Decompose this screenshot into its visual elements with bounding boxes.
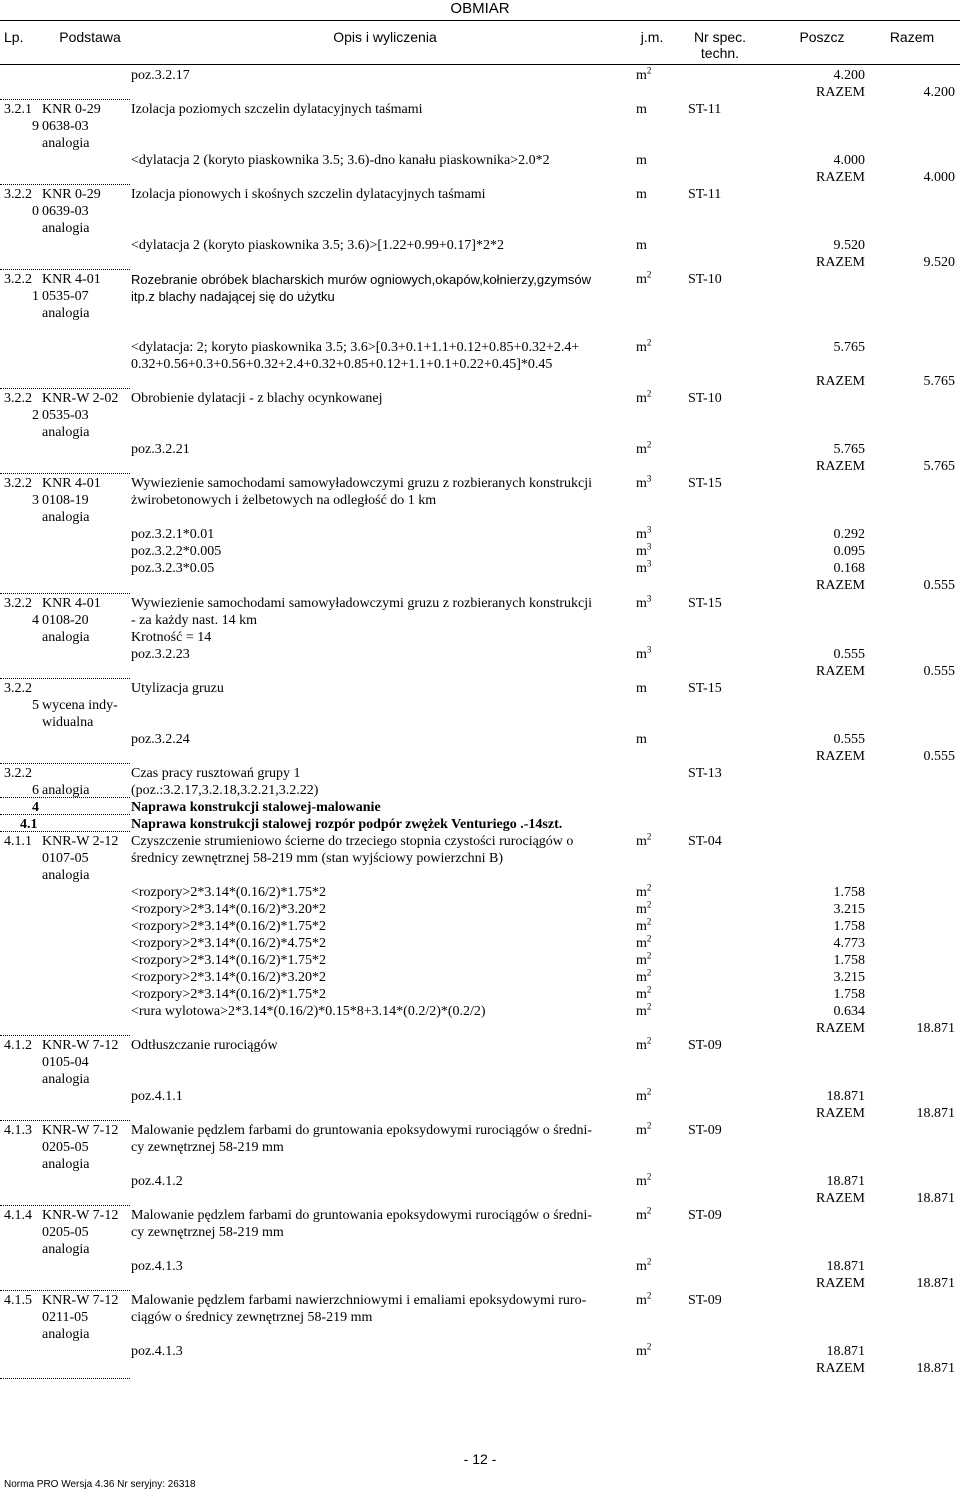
row-razem-label: RAZEM: [816, 749, 865, 764]
unit-base: m: [636, 340, 647, 355]
unit-exponent: 2: [646, 950, 652, 961]
unit-base: m: [636, 953, 647, 968]
row-unit: [636, 237, 647, 254]
row-spec: ST-13: [688, 766, 722, 781]
row-lp: 4.1: [20, 817, 38, 832]
row-razem-value: 4.000: [923, 170, 955, 185]
unit-base: m: [636, 1259, 647, 1274]
row-description: <rozpory>2*3.14*(0.16/2)*1.75*2: [131, 987, 327, 1002]
unit-base: m: [636, 272, 647, 287]
row-podstawa: KNR 0-29: [42, 102, 101, 117]
unit-base: m: [636, 544, 647, 559]
row-podstawa: KNR 4-01: [42, 596, 101, 611]
unit-base: m: [636, 732, 647, 747]
row-podstawa: analogia: [42, 1157, 90, 1172]
unit-base: m: [636, 561, 647, 576]
row-poszcz-value: 18.871: [826, 1259, 865, 1274]
row-podstawa: wycena indy-: [42, 698, 118, 713]
row-poszcz-value: 9.520: [833, 238, 865, 253]
row-separator: [0, 593, 130, 594]
row-lp: 1: [32, 289, 39, 304]
row-podstawa: analogia: [42, 1327, 90, 1342]
unit-exponent: 2: [646, 65, 652, 76]
unit-exponent: 2: [646, 1256, 652, 1267]
row-razem-value: 0.555: [923, 578, 955, 593]
row-description: <rozpory>2*3.14*(0.16/2)*4.75*2: [131, 936, 327, 951]
row-description: poz.4.1.1: [131, 1089, 183, 1104]
row-unit: [636, 271, 651, 288]
row-podstawa: analogia: [42, 510, 90, 525]
row-spec: ST-04: [688, 834, 722, 849]
row-unit: [636, 339, 651, 356]
unit-exponent: 3: [646, 558, 652, 569]
row-razem-value: 18.871: [916, 1106, 955, 1121]
row-lp: 4.1.4: [4, 1208, 32, 1223]
row-poszcz-value: 1.758: [833, 953, 865, 968]
row-lp: 0: [32, 204, 39, 219]
row-description: poz.3.2.17: [131, 68, 190, 83]
unit-exponent: 2: [646, 967, 652, 978]
row-unit: [636, 67, 651, 84]
unit-base: m: [636, 153, 647, 168]
row-razem-value: 9.520: [923, 255, 955, 270]
row-separator: [0, 1378, 130, 1379]
row-lp: 3.2.2: [4, 187, 32, 202]
row-podstawa: 0638-03: [42, 119, 89, 134]
header-razem: Razem: [889, 29, 935, 45]
row-poszcz-value: 3.215: [833, 902, 865, 917]
row-poszcz-value: 1.758: [833, 919, 865, 934]
row-unit: [636, 560, 651, 577]
row-description: poz.3.2.24: [131, 732, 190, 747]
row-description: poz.3.2.1*0.01: [131, 527, 215, 542]
row-separator: [0, 831, 130, 832]
row-description: poz.4.1.3: [131, 1259, 183, 1274]
row-podstawa: 0107-05: [42, 851, 89, 866]
row-razem-label: RAZEM: [816, 459, 865, 474]
unit-exponent: 2: [646, 1086, 652, 1097]
row-description: Malowanie pędzlem farbami nawierzchniowymi i emaliami epoksydowymi ruro-: [131, 1293, 587, 1308]
row-lp: 4.1.5: [4, 1293, 32, 1308]
unit-exponent: 3: [646, 473, 652, 484]
row-podstawa: analogia: [42, 1242, 90, 1257]
row-description: <rozpory>2*3.14*(0.16/2)*1.75*2: [131, 885, 327, 900]
row-unit: [636, 646, 651, 663]
row-podstawa: analogia: [42, 868, 90, 883]
unit-base: m: [636, 1293, 647, 1308]
row-unit: [636, 152, 647, 169]
row-spec: ST-09: [688, 1293, 722, 1308]
row-podstawa: 0105-04: [42, 1055, 89, 1070]
row-razem-value: 18.871: [916, 1361, 955, 1376]
row-lp: 3.2.2: [4, 476, 32, 491]
row-podstawa: 0108-19: [42, 493, 89, 508]
row-description: poz.3.2.21: [131, 442, 190, 457]
row-separator: [0, 797, 130, 798]
row-unit: [636, 1207, 651, 1224]
row-lp: 4.1.1: [4, 834, 32, 849]
unit-base: m: [636, 1004, 647, 1019]
row-description: Utylizacja gruzu: [131, 681, 224, 696]
row-lp: 3.2.2: [4, 766, 32, 781]
row-razem-label: RAZEM: [816, 664, 865, 679]
row-description: poz.4.1.3: [131, 1344, 183, 1359]
row-description: Naprawa konstrukcji stalowej rozpór podpór zwężek Venturiego .-14szt.: [131, 817, 563, 832]
row-lp: 4.1.3: [4, 1123, 32, 1138]
header-poszcz: Poszcz: [799, 29, 845, 45]
row-description: <rura wylotowa>2*3.14*(0.16/2)*0.15*8+3.14*(0.2/2)*(0.2/2): [131, 1004, 486, 1019]
row-separator: [0, 1120, 130, 1121]
row-poszcz-value: 4.200: [833, 68, 865, 83]
row-razem-value: 0.555: [923, 664, 955, 679]
unit-exponent: 3: [646, 593, 652, 604]
unit-base: m: [636, 476, 647, 491]
row-description: Izolacja pionowych i skośnych szczelin dylatacyjnych taśmami: [131, 187, 486, 202]
row-podstawa: 0535-03: [42, 408, 89, 423]
row-razem-label: RAZEM: [816, 1021, 865, 1036]
unit-base: m: [636, 987, 647, 1002]
row-lp: 4.1.2: [4, 1038, 32, 1053]
row-spec: ST-15: [688, 681, 722, 696]
row-description: <rozpory>2*3.14*(0.16/2)*1.75*2: [131, 953, 327, 968]
row-lp: 3.2.2: [4, 391, 32, 406]
unit-base: m: [636, 391, 647, 406]
row-poszcz-value: 5.765: [833, 340, 865, 355]
row-description: poz.4.1.2: [131, 1174, 183, 1189]
unit-base: m: [636, 1038, 647, 1053]
row-razem-label: RAZEM: [816, 85, 865, 100]
unit-exponent: 2: [646, 882, 652, 893]
row-lp: 9: [32, 119, 39, 134]
row-separator: [0, 814, 130, 815]
row-razem-value: 4.200: [923, 85, 955, 100]
unit-exponent: 2: [646, 916, 652, 927]
row-separator: [0, 473, 130, 474]
row-poszcz-value: 1.758: [833, 987, 865, 1002]
row-razem-label: RAZEM: [816, 1276, 865, 1291]
header-lp: Lp.: [4, 29, 24, 45]
row-unit: [636, 1037, 651, 1054]
row-poszcz-value: 5.765: [833, 442, 865, 457]
row-podstawa: analogia: [42, 1072, 90, 1087]
row-description: Izolacja poziomych szczelin dylatacyjnych taśmami: [131, 102, 423, 117]
row-podstawa: 0205-05: [42, 1225, 89, 1240]
row-description: średnicy zewnętrznej 58-219 mm (stan wyjściowy powierzchni B): [131, 851, 504, 866]
unit-base: m: [636, 442, 647, 457]
unit-base: m: [636, 1174, 647, 1189]
row-description: <rozpory>2*3.14*(0.16/2)*3.20*2: [131, 902, 327, 917]
row-poszcz-value: 4.773: [833, 936, 865, 951]
unit-exponent: 2: [646, 337, 652, 348]
row-unit: [636, 186, 647, 203]
row-podstawa: analogia: [42, 425, 90, 440]
row-description: <dylatacja 2 (koryto piaskownika 3.5; 3.6)-dno kanału piaskownika>2.0*2: [131, 153, 550, 168]
row-description: Odtłuszczanie rurociągów: [131, 1038, 278, 1053]
unit-exponent: 2: [646, 1035, 652, 1046]
unit-exponent: 2: [646, 1001, 652, 1012]
header-bottom-rule: [0, 64, 960, 65]
row-podstawa: analogia: [42, 306, 90, 321]
row-podstawa: KNR-W 2-02: [42, 391, 119, 406]
header-opis: Opis i wyliczenia: [333, 29, 437, 45]
unit-base: m: [636, 885, 647, 900]
unit-base: m: [636, 1123, 647, 1138]
row-description: <rozpory>2*3.14*(0.16/2)*1.75*2: [131, 919, 327, 934]
header-top-rule: [0, 20, 960, 21]
row-unit: [636, 390, 651, 407]
header-podstawa: Podstawa: [59, 29, 121, 45]
row-unit: [636, 101, 647, 118]
unit-base: m: [636, 187, 647, 202]
row-unit: [636, 475, 651, 492]
row-unit: [636, 1173, 651, 1190]
unit-exponent: 2: [646, 933, 652, 944]
row-separator: [0, 1205, 130, 1206]
row-description: <dylatacja: 2; koryto piaskownika 3.5; 3.6>[0.3+0.1+1.1+0.12+0.85+0.32+2.4+: [131, 340, 580, 355]
row-lp: 6: [32, 783, 39, 798]
unit-exponent: 3: [646, 524, 652, 535]
unit-base: m: [636, 919, 647, 934]
row-separator: [0, 269, 130, 270]
row-spec: ST-15: [688, 596, 722, 611]
row-poszcz-value: 0.168: [833, 561, 865, 576]
row-unit: [636, 595, 651, 612]
row-description: Czas pracy rusztowań grupy 1: [131, 766, 301, 781]
row-description: Obrobienie dylatacji - z blachy ocynkowanej: [131, 391, 383, 406]
unit-exponent: 2: [646, 439, 652, 450]
row-separator: [0, 1035, 130, 1036]
row-spec: ST-11: [688, 187, 722, 202]
row-razem-value: 18.871: [916, 1276, 955, 1291]
row-razem-label: RAZEM: [816, 374, 865, 389]
row-unit: [636, 1088, 651, 1105]
row-lp: 3.2.2: [4, 681, 32, 696]
unit-base: m: [636, 68, 647, 83]
row-description: Czyszczenie strumieniowo ścierne do trzeciego stopnia czystości rurociągów o: [131, 834, 574, 849]
row-podstawa: analogia: [42, 136, 90, 151]
unit-base: m: [636, 902, 647, 917]
row-podstawa: analogia: [42, 783, 90, 798]
row-description: <rozpory>2*3.14*(0.16/2)*3.20*2: [131, 970, 327, 985]
row-poszcz-value: 18.871: [826, 1089, 865, 1104]
row-unit: [636, 1343, 651, 1360]
unit-exponent: 2: [646, 831, 652, 842]
row-spec: ST-09: [688, 1038, 722, 1053]
row-unit: [636, 1122, 651, 1139]
unit-exponent: 2: [646, 984, 652, 995]
row-separator: [0, 99, 130, 100]
row-razem-value: 5.765: [923, 374, 955, 389]
row-podstawa: 0535-07: [42, 289, 89, 304]
row-razem-value: 5.765: [923, 459, 955, 474]
row-razem-label: RAZEM: [816, 1106, 865, 1121]
row-poszcz-value: 18.871: [826, 1174, 865, 1189]
row-poszcz-value: 0.555: [833, 647, 865, 662]
row-description: Krotność = 14: [131, 630, 212, 645]
row-razem-label: RAZEM: [816, 578, 865, 593]
row-lp: 5: [32, 698, 39, 713]
unit-base: m: [636, 1208, 647, 1223]
unit-base: m: [636, 102, 647, 117]
row-podstawa: KNR-W 7-12: [42, 1038, 119, 1053]
row-podstawa: KNR 4-01: [42, 476, 101, 491]
unit-base: m: [636, 527, 647, 542]
row-razem-label: RAZEM: [816, 1191, 865, 1206]
row-description: żwirobetonowych i żelbetowych na odległość do 1 km: [131, 493, 437, 508]
row-razem-label: RAZEM: [816, 255, 865, 270]
page-number: - 12 -: [463, 1451, 497, 1467]
unit-exponent: 3: [646, 541, 652, 552]
row-spec: ST-11: [688, 102, 722, 117]
unit-exponent: 2: [646, 1341, 652, 1352]
row-razem-value: 18.871: [916, 1021, 955, 1036]
row-unit: [636, 1003, 651, 1020]
row-razem-value: 18.871: [916, 1191, 955, 1206]
row-poszcz-value: 0.555: [833, 732, 865, 747]
unit-exponent: 2: [646, 388, 652, 399]
row-razem-label: RAZEM: [816, 170, 865, 185]
unit-base: m: [636, 647, 647, 662]
row-description: itp.z blachy nadającej się do użytku: [131, 289, 335, 304]
row-poszcz-value: 0.634: [833, 1004, 865, 1019]
row-separator: [0, 388, 130, 389]
row-description: Wywiezienie samochodami samowyładowczymi gruzu z rozbieranych konstrukcji: [131, 596, 593, 611]
row-poszcz-value: 4.000: [833, 153, 865, 168]
row-podstawa: KNR-W 7-12: [42, 1208, 119, 1223]
unit-base: m: [636, 238, 647, 253]
row-unit: [636, 833, 651, 850]
row-podstawa: KNR 0-29: [42, 187, 101, 202]
row-separator: [0, 678, 130, 679]
row-unit: [636, 731, 647, 748]
row-podstawa: KNR-W 7-12: [42, 1293, 119, 1308]
unit-exponent: 3: [646, 644, 652, 655]
unit-exponent: 2: [646, 1171, 652, 1182]
unit-base: m: [636, 1344, 647, 1359]
row-poszcz-value: 0.292: [833, 527, 865, 542]
unit-base: m: [636, 1089, 647, 1104]
row-description: Malowanie pędzlem farbami do gruntowania epoksydowymi rurociągów o średni-: [131, 1208, 593, 1223]
header-nr-spec: Nr spec.: [693, 29, 747, 45]
row-description: Wywiezienie samochodami samowyładowczymi gruzu z rozbieranych konstrukcji: [131, 476, 593, 491]
document-title: OBMIAR: [450, 0, 510, 17]
row-unit: [636, 680, 647, 697]
header-techn: techn.: [700, 45, 740, 61]
software-footer: Norma PRO Wersja 4.36 Nr seryjny: 26318: [4, 1479, 196, 1490]
row-podstawa: KNR-W 2-12: [42, 834, 119, 849]
row-description: Malowanie pędzlem farbami do gruntowania epoksydowymi rurociągów o średni-: [131, 1123, 593, 1138]
row-description: poz.3.2.2*0.005: [131, 544, 222, 559]
row-podstawa: 0211-05: [42, 1310, 89, 1325]
row-separator: [0, 763, 130, 764]
row-description: poz.3.2.3*0.05: [131, 561, 215, 576]
row-razem-value: 0.555: [923, 749, 955, 764]
row-description: - za każdy nast. 14 km: [131, 613, 257, 628]
row-separator: [0, 1290, 130, 1291]
row-podstawa: 0205-05: [42, 1140, 89, 1155]
row-description: Rozebranie obróbek blacharskich murów ogniowych,okapów,kołnierzy,gzymsów: [131, 272, 592, 287]
row-unit: [636, 1258, 651, 1275]
header-jm: j.m.: [640, 29, 664, 45]
unit-exponent: 2: [646, 899, 652, 910]
row-lp: 3.2.2: [4, 596, 32, 611]
unit-exponent: 2: [646, 1120, 652, 1131]
row-unit: [636, 441, 651, 458]
row-description: poz.3.2.23: [131, 647, 190, 662]
row-description: Naprawa konstrukcji stalowej-malowanie: [131, 800, 381, 815]
row-separator: [0, 184, 130, 185]
unit-exponent: 2: [646, 1205, 652, 1216]
row-spec: ST-09: [688, 1123, 722, 1138]
unit-base: m: [636, 936, 647, 951]
row-lp: 4: [32, 800, 39, 815]
row-lp: 3.2.2: [4, 272, 32, 287]
row-podstawa: 0108-20: [42, 613, 89, 628]
row-podstawa: analogia: [42, 221, 90, 236]
row-poszcz-value: 0.095: [833, 544, 865, 559]
row-lp: 2: [32, 408, 39, 423]
row-lp: 3.2.1: [4, 102, 32, 117]
row-poszcz-value: 1.758: [833, 885, 865, 900]
row-podstawa: KNR 4-01: [42, 272, 101, 287]
unit-base: m: [636, 681, 647, 696]
row-podstawa: 0639-03: [42, 204, 89, 219]
row-description: cy zewnętrznej 58-219 mm: [131, 1140, 284, 1155]
unit-base: m: [636, 834, 647, 849]
row-spec: ST-09: [688, 1208, 722, 1223]
row-poszcz-value: 18.871: [826, 1344, 865, 1359]
row-unit: [636, 1292, 651, 1309]
unit-exponent: 2: [646, 1290, 652, 1301]
unit-base: m: [636, 970, 647, 985]
row-spec: ST-10: [688, 272, 722, 287]
row-poszcz-value: 3.215: [833, 970, 865, 985]
row-spec: ST-10: [688, 391, 722, 406]
row-razem-label: RAZEM: [816, 1361, 865, 1376]
unit-exponent: 2: [646, 269, 652, 280]
row-podstawa: analogia: [42, 630, 90, 645]
row-lp: 3: [32, 493, 39, 508]
row-podstawa: widualna: [42, 715, 94, 730]
row-description: 0.32+0.56+0.3+0.56+0.32+2.4+0.32+0.85+0.12+1.1+0.1+0.22+0.45]*0.45: [131, 357, 553, 372]
row-podstawa: KNR-W 7-12: [42, 1123, 119, 1138]
unit-base: m: [636, 596, 647, 611]
row-description: <dylatacja 2 (koryto piaskownika 3.5; 3.6)>[1.22+0.99+0.17]*2*2: [131, 238, 504, 253]
row-lp: 4: [32, 613, 39, 628]
row-description: (poz.:3.2.17,3.2.18,3.2.21,3.2.22): [131, 783, 319, 798]
row-spec: ST-15: [688, 476, 722, 491]
row-description: ciągów o średnicy zewnętrznej 58-219 mm: [131, 1310, 373, 1325]
row-description: cy zewnętrznej 58-219 mm: [131, 1225, 284, 1240]
